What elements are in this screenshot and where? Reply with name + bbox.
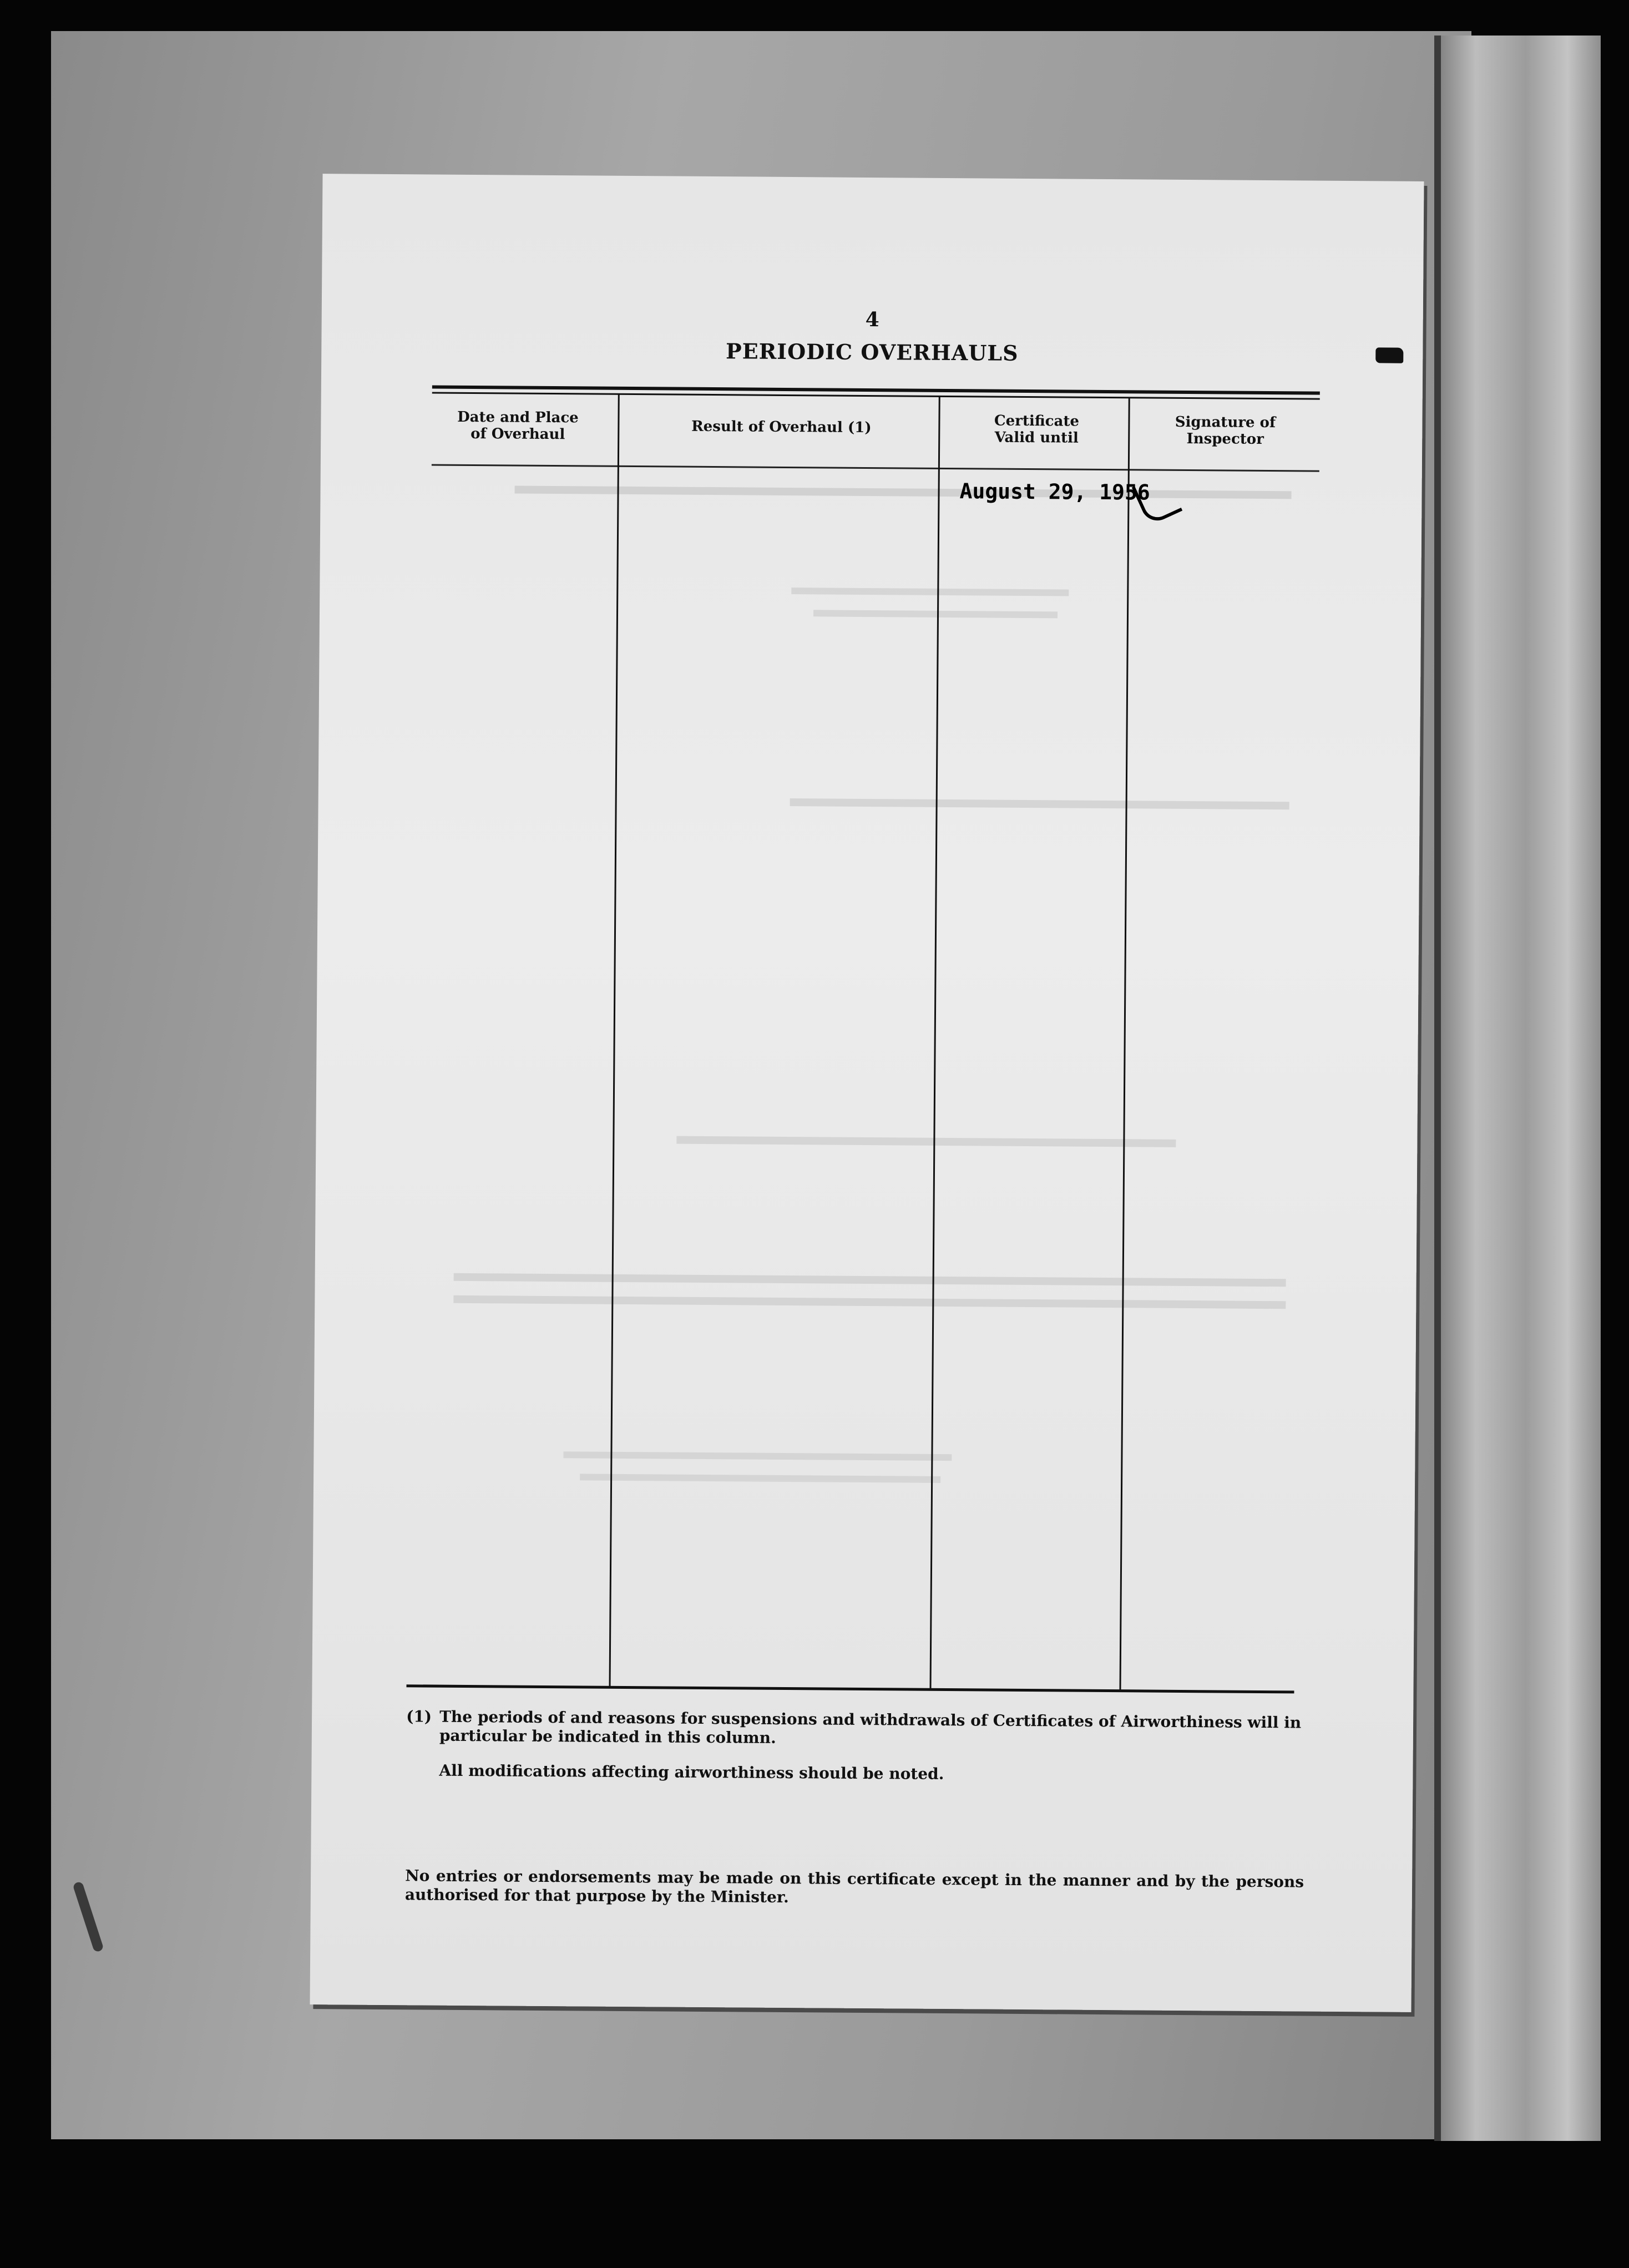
column-header-valid-until: Certificate Valid until (994, 412, 1080, 447)
binding-edge (1434, 36, 1601, 2141)
document-page (310, 174, 1424, 2012)
ink-blot (1375, 347, 1403, 363)
column-divider (1119, 398, 1130, 1690)
table-header-rule (432, 464, 1319, 472)
page-number: 4 (865, 307, 879, 332)
column-header-result: Result of Overhaul (1) (691, 418, 872, 437)
footnote-text: The periods of and reasons for suspensions and withdrawals of Certificates of Airworthiness will in particular be indicated in this column. (439, 1707, 1302, 1747)
footnote-number: (1) (406, 1707, 432, 1726)
binding-shadow (1434, 36, 1441, 2141)
footnote (406, 1707, 1305, 1751)
column-divider (609, 394, 620, 1687)
column-header-signature: Signature of Inspector (1175, 413, 1276, 448)
certificate-valid-until-entry: August 29, 1956 (959, 479, 1150, 505)
overhaul-table (423, 385, 1319, 1695)
column-divider (929, 397, 940, 1689)
page-title: PERIODIC OVERHAULS (725, 338, 1019, 366)
column-header-date-place: Date and Place of Overhaul (457, 408, 579, 443)
entries-note: No entries or endorsements may be made on this certificate except in the manner and by the persons authorised for that purpose by the Minister. (404, 1866, 1304, 1907)
modifications-note: All modifications affecting airworthiness should be noted. (439, 1761, 944, 1783)
